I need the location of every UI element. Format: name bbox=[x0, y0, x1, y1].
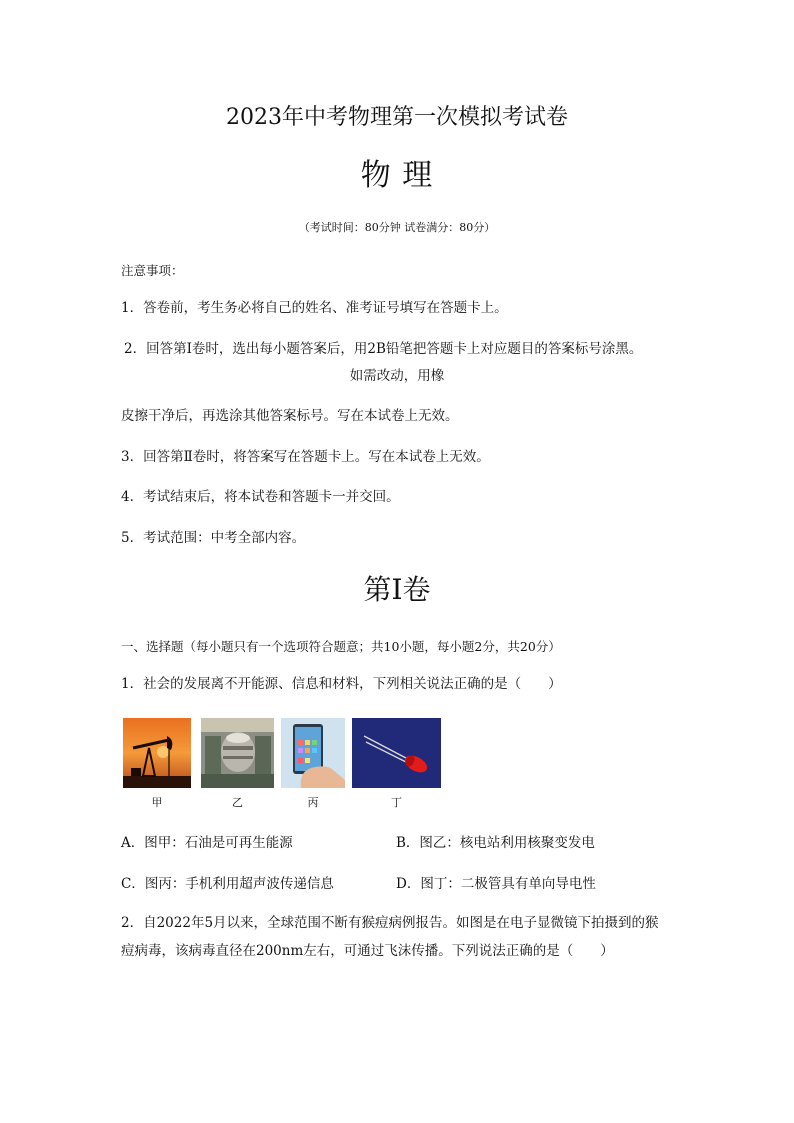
note-item-2: 2．回答第Ⅰ卷时，选出每小题答案后，用2B铅笔把答题卡上对应题目的答案标号涂黑。 bbox=[124, 341, 643, 357]
notes-heading: 注意事项： bbox=[121, 263, 184, 278]
note-item-5: 5．考试范围：中考全部内容。 bbox=[121, 530, 306, 546]
exam-info: （考试时间：80分钟 试卷满分：80分） bbox=[298, 221, 496, 234]
nuclear-plant-image bbox=[201, 718, 274, 788]
led-diode-image bbox=[352, 718, 441, 788]
question-2-line-1: 2．自2022年5月以来，全球范围不断有猴痘病例报告。如图是在电子显微镜下拍摄到的猴 bbox=[121, 915, 659, 931]
note-item-4: 4．考试结束后，将本试卷和答题卡一并交回。 bbox=[121, 489, 400, 505]
caption-bing: 丙 bbox=[307, 796, 319, 809]
caption-yi: 乙 bbox=[232, 796, 243, 809]
exam-title: 2023年中考物理第一次模拟考试卷 bbox=[226, 105, 568, 130]
question-1-stem: 1．社会的发展离不开能源、信息和材料，下列相关说法正确的是（ ） bbox=[121, 676, 562, 692]
option-b: B．图乙：核电站利用核聚变发电 bbox=[396, 835, 595, 851]
oil-pump-image bbox=[123, 718, 191, 788]
note-item-2-end: 皮擦干净后，再选涂其他答案标号。写在本试卷上无效。 bbox=[121, 408, 459, 424]
caption-ding: 丁 bbox=[391, 796, 402, 809]
part-heading: 一、选择题（每小题只有一个选项符合题意；共10小题，每小题2分，共20分） bbox=[121, 639, 561, 654]
section-title: 第Ⅰ卷 bbox=[363, 573, 431, 606]
subject-title: 物 理 bbox=[360, 158, 434, 193]
note-item-1: 1．答卷前，考生务必将自己的姓名、准考证号填写在答题卡上。 bbox=[121, 300, 508, 316]
note-item-2-continued: 如需改动，用橡 bbox=[349, 368, 445, 384]
option-d: D．图丁：二极管具有单向导电性 bbox=[396, 876, 596, 892]
option-a: A．图甲：石油是可再生能源 bbox=[121, 835, 293, 851]
option-c: C．图丙：手机利用超声波传递信息 bbox=[121, 876, 334, 892]
caption-jia: 甲 bbox=[151, 796, 163, 809]
mobile-phone-image bbox=[281, 718, 345, 788]
note-item-3: 3．回答第Ⅱ卷时，将答案写在答题卡上。写在本试卷上无效。 bbox=[121, 449, 490, 465]
question-2-line-2: 痘病毒，该病毒直径在200nm左右，可通过飞沫传播。下列说法正确的是（ ） bbox=[121, 943, 614, 959]
